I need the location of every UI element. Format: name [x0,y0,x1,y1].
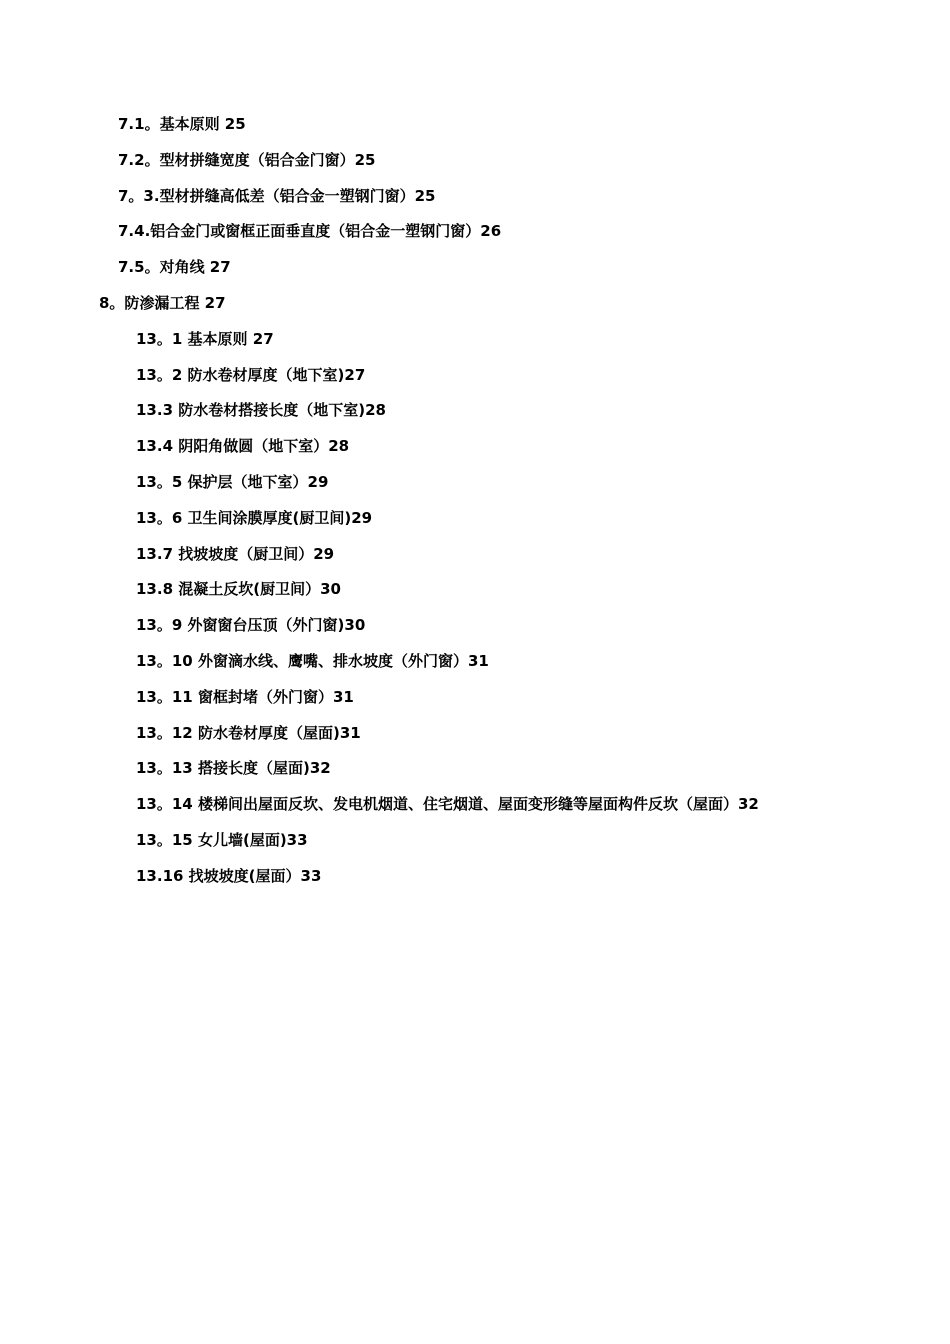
toc-entry[interactable]: 13。6 卫生间涂膜厚度(厨卫间)29 [136,508,373,527]
toc-entry[interactable]: 13.3 防水卷材搭接长度（地下室)28 [136,401,386,420]
toc-entry[interactable]: 13。2 防水卷材厚度（地下室)27 [136,365,366,384]
toc-entry[interactable]: 13。11 窗框封堵（外门窗）31 [136,687,354,706]
toc-entry[interactable]: 13.16 找坡坡度(屋面）33 [136,866,322,885]
toc-entry[interactable]: 13.7 找坡坡度（厨卫间）29 [136,544,335,563]
toc-entry[interactable]: 13。12 防水卷材厚度（屋面)31 [136,723,361,742]
toc-entry[interactable]: 13。15 女儿墙(屋面)33 [136,830,308,849]
toc-entry[interactable]: 13。1 基本原则 27 [136,329,274,348]
toc-entry[interactable]: 13.4 阴阳角做圆（地下室）28 [136,437,350,456]
toc-section-heading[interactable]: 8。防渗漏工程 27 [99,293,226,312]
toc-entry[interactable]: 13.8 混凝土反坎(厨卫间）30 [136,580,341,599]
toc-entry[interactable]: 7.4.铝合金门或窗框正面垂直度（铝合金一塑钢门窗）26 [118,222,502,241]
toc-entry[interactable]: 7.1。基本原则 25 [118,115,246,133]
toc-entry[interactable]: 13。5 保护层（地下室）29 [136,472,329,491]
toc-entry[interactable]: 7.2。型材拼缝宽度（铝合金门窗）25 [118,150,376,169]
toc-entry[interactable]: 13。9 外窗窗台压顶（外门窗)30 [136,616,366,635]
toc-entry[interactable]: 7.5。对角线 27 [118,258,231,277]
toc-entry[interactable]: 13。14 楼梯间出屋面反坎、发电机烟道、住宅烟道、屋面变形缝等屋面构件反坎（屋面）32 [136,795,759,814]
toc-entry[interactable]: 7。3.型材拼缝高低差（铝合金一塑钢门窗）25 [118,186,436,205]
table-of-contents [0,111,950,899]
toc-entry[interactable]: 13。10 外窗滴水线、鹰嘴、排水坡度（外门窗）31 [136,651,489,670]
toc-entry[interactable]: 13。13 搭接长度（屋面)32 [136,759,331,778]
